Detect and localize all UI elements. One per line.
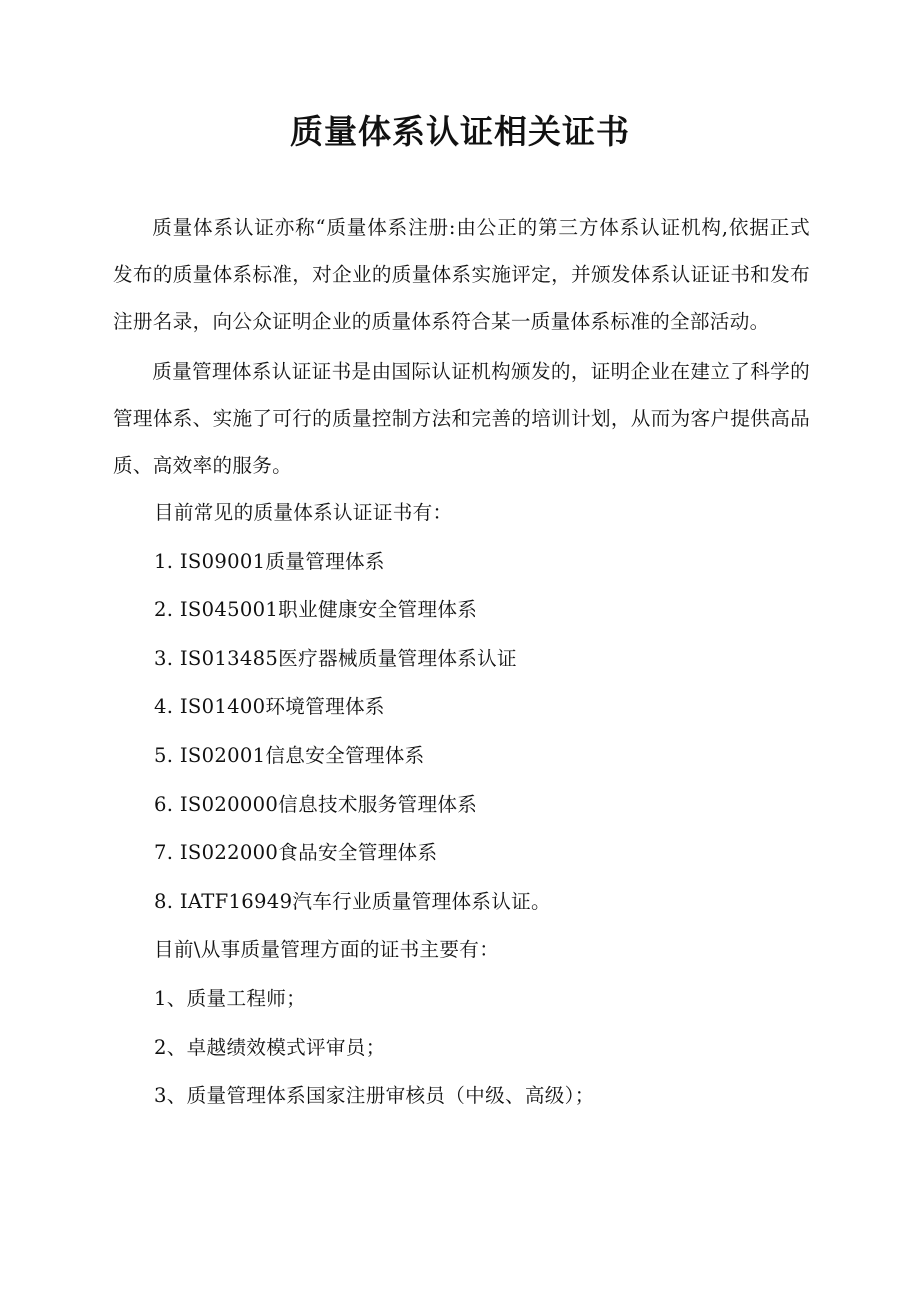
qualification-list <box>113 975 810 1121</box>
list-item: 1. IS09001质量管理体系 <box>154 549 385 573</box>
paragraph-intro: 质量体系认证亦称“质量体系注册:由公正的第三方体系认证机构,依据正式发布的质量体系标准，对企业的质量体系实施评定，并颁发体系认证证书和发布注册名录，向公众证明企业的质量体系符合某一质量体系标准的全部活动。 <box>113 216 810 333</box>
list-item: 1、质量工程师； <box>154 986 307 1010</box>
list-item: 4. IS01400环境管理体系 <box>154 695 385 719</box>
paragraph-certificate-description: 质量管理体系认证证书是由国际认证机构颁发的，证明企业在建立了科学的管理体系、实施了可行的质量控制方法和完善的培训计划，从而为客户提供高品质、高效率的服务。 <box>113 360 810 477</box>
certificate-list <box>113 538 810 927</box>
list-item: 2、卓越绩效模式评审员； <box>154 1035 386 1059</box>
certificate-list-intro: 目前常见的质量体系认证证书有： <box>154 501 453 524</box>
list-item: 6. IS020000信息技术服务管理体系 <box>154 792 478 816</box>
list-item: 3、质量管理体系国家注册审核员（中级、高级）； <box>154 1084 595 1108</box>
list-item: 5. IS02001信息安全管理体系 <box>154 743 425 767</box>
document-title: 质量体系认证相关证书 <box>290 112 630 151</box>
list-item: 3. IS013485医疗器械质量管理体系认证 <box>154 646 517 670</box>
list-item: 7. IS022000食品安全管理体系 <box>154 841 438 865</box>
qualification-list-intro: 目前\从事质量管理方面的证书主要有： <box>154 938 500 962</box>
list-item: 8. IATF16949汽车行业质量管理体系认证。 <box>154 889 551 913</box>
list-item: 2. IS045001职业健康安全管理体系 <box>154 598 478 622</box>
document-body <box>113 204 810 1121</box>
